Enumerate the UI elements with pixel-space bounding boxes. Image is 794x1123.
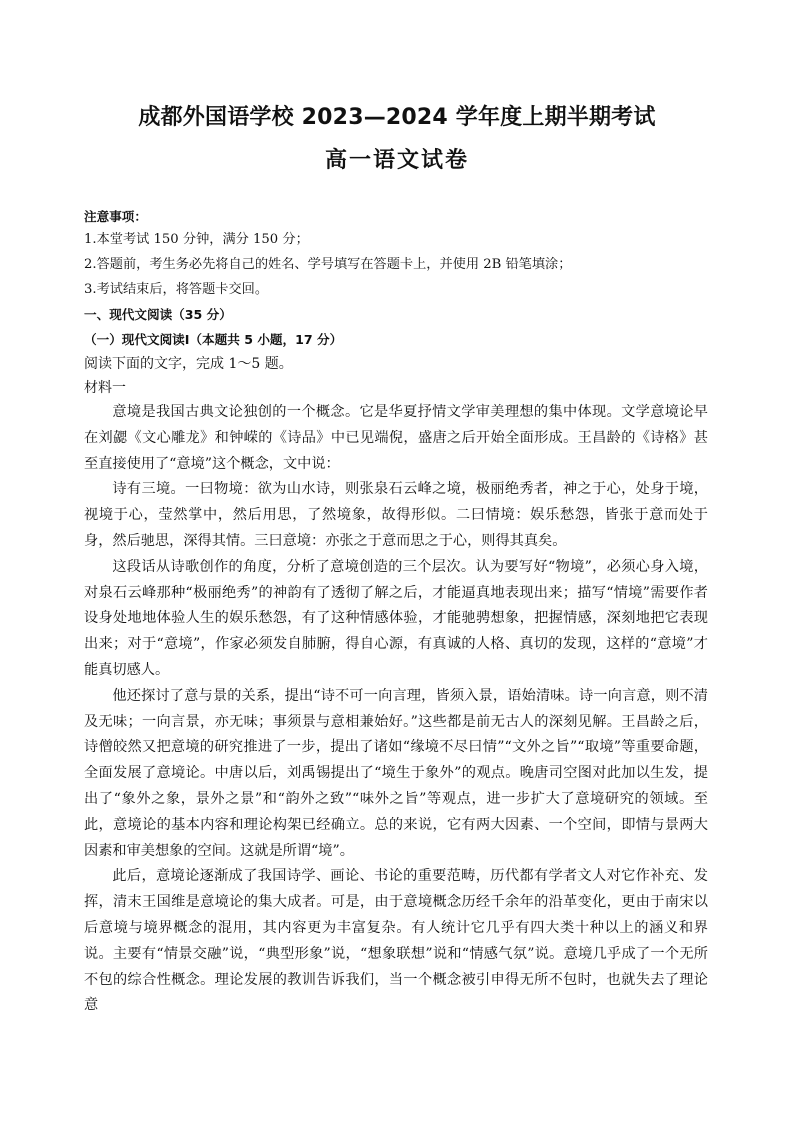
- material-label: 材料一: [84, 380, 126, 396]
- notes-heading: 注意事项：: [84, 209, 147, 224]
- section-sub-heading: （一）现代文阅读Ⅰ（本题共 5 小题，17 分）: [84, 332, 343, 347]
- body-paragraph: 他还探讨了意与景的关系，提出“诗不可一向言理，皆须入景，语始清味。诗一向言意，则不清及无味；一向言景，亦无味；事须景与意相兼始好。”这些都是前无古人的深刻见解。王昌龄之后，诗僧皎然又把意境的研究推进了一步，提出了诸如“缘境不尽曰情”“文外之旨”“取境”等重要命题，全面发展了意境论。中唐以后，刘禹锡提出了“境生于象外”的观点。晚唐司空图对此加以生发，提出了“象外之象，景外之景”和“韵外之致”“味外之旨”等观点，进一步扩大了意境研究的领域。至此，意境论的基本内容和理论构架已经确立。总的来说，它有两大因素、一个空间，即情与景两大因素和审美想象的空间。这就是所谓“境”。: [84, 687, 708, 859]
- exam-title: 成都外国语学校 2023—2024 学年度上期半期考试: [138, 105, 656, 130]
- notes-item: 2.答题前，考生务必先将自己的姓名、学号填写在答题卡上，并使用 2B 铅笔填涂；: [84, 257, 572, 272]
- section-heading: 一、现代文阅读（35 分）: [84, 307, 232, 322]
- notes-item: 1.本堂考试 150 分钟，满分 150 分；: [84, 232, 309, 247]
- body-paragraph: 意境是我国古典文论独创的一个概念。它是华夏抒情文学审美理想的集中体现。文学意境论早在刘勰《文心雕龙》和钟嵘的《诗品》中已见端倪，盛唐之后开始全面形成。王昌龄的《诗格》甚至直接使用了“意境”这个概念，文中说：: [84, 404, 708, 472]
- notes-item: 3.考试结束后，将答题卡交回。: [84, 282, 269, 297]
- exam-subtitle: 高一语文试卷: [324, 148, 469, 173]
- reading-instruction: 阅读下面的文字，完成 1～5 题。: [84, 356, 293, 372]
- body-paragraph: 此后，意境论逐渐成了我国诗学、画论、书论的重要范畴，历代都有学者文人对它作补充、发挥，清末王国维是意境论的集大成者。可是，由于意境概念历经千余年的沿革变化，更由于南宋以后意境与境界概念的混用，其内容更为丰富复杂。有人统计它几乎有四大类十种以上的涵义和界说。主要有“情景交融”说，“典型形象”说，“想象联想”说和“情感气氛”说。意境几乎成了一个无所不包的综合性概念。理论发展的教训告诉我们，当一个概念被引申得无所不包时，也就失去了理论意: [84, 868, 708, 1014]
- body-paragraph: 这段话从诗歌创作的角度，分析了意境创造的三个层次。认为要写好“物境”，必须心身入境，对泉石云峰那种“极丽绝秀”的神韵有了透彻了解之后，才能逼真地表现出来；描写“情境”需要作者设身处地地体验人生的娱乐愁怨，有了这种情感体验，才能驰骋想象，把握情感，深刻地把它表现出来；对于“意境”，作家必须发自肺腑，得自心源，有真诚的人格、真切的发现，这样的“意境”才能真切感人。: [84, 558, 708, 678]
- quoted-paragraph: 诗有三境。一曰物境：欲为山水诗，则张泉石云峰之境，极丽绝秀者，神之于心，处身于境，视境于心，莹然掌中，然后用思，了然境象，故得形似。二曰情境：娱乐愁怨，皆张于意而处于身，然后驰思，深得其情。三曰意境：亦张之于意而思之于心，则得其真矣。: [84, 481, 708, 549]
- exam-content: [84, 207, 708, 1019]
